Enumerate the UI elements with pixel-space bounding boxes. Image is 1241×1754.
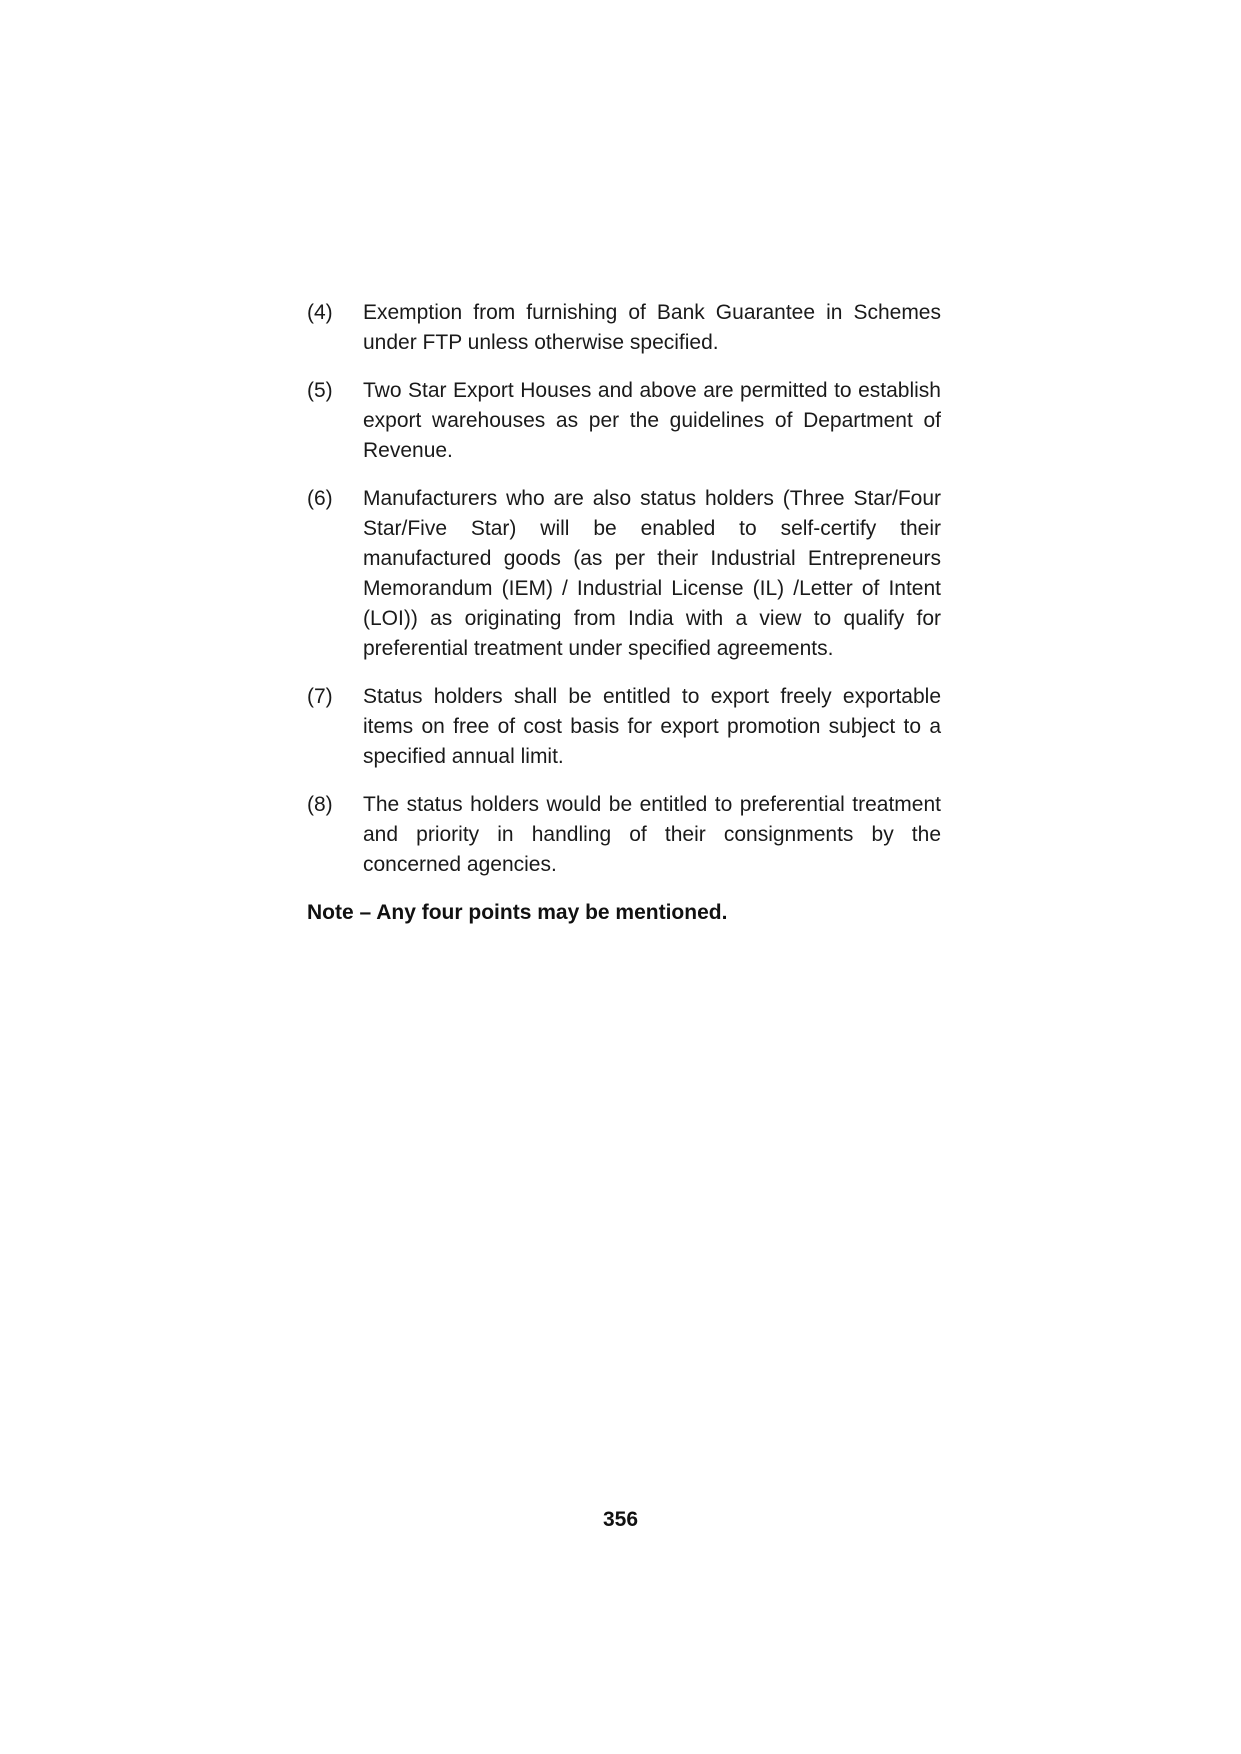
- list-item-number: (6): [307, 487, 333, 510]
- list-item: [307, 298, 941, 358]
- list-item-text: Status holders shall be entitled to export freely exportable items on free of cost basis for export promotion subject to a specified annual limit.: [363, 685, 941, 768]
- list-item-text: Two Star Export Houses and above are permitted to establish export warehouses as per the guidelines of Department of Revenue.: [363, 379, 941, 462]
- list-item: [307, 376, 941, 466]
- list-item-number: (4): [307, 301, 333, 324]
- page-number: 356: [602, 1508, 639, 1531]
- list-item-text: Manufacturers who are also status holders (Three Star/Four Star/Five Star) will be enabled to self-certify their manufactured goods (as per their Industrial Entrepreneurs Memorandum (IEM) / Industrial License (IL) /Letter of Intent (LOI)) as originating from India with a view to qualify for preferential treatment under specified agreements.: [363, 487, 941, 660]
- answer-text-block: [307, 298, 941, 928]
- list-item-number: (5): [307, 379, 333, 402]
- note-line: Note – Any four points may be mentioned.: [307, 901, 728, 924]
- numbered-points-list: [307, 298, 941, 880]
- list-item-number: (8): [307, 793, 333, 816]
- list-item: [307, 790, 941, 880]
- list-item: [307, 484, 941, 664]
- list-item-text: Exemption from furnishing of Bank Guarantee in Schemes under FTP unless otherwise specified.: [363, 301, 941, 354]
- list-item-number: (7): [307, 685, 333, 708]
- list-item: [307, 682, 941, 772]
- list-item-text: The status holders would be entitled to preferential treatment and priority in handling of their consignments by the concerned agencies.: [363, 793, 941, 876]
